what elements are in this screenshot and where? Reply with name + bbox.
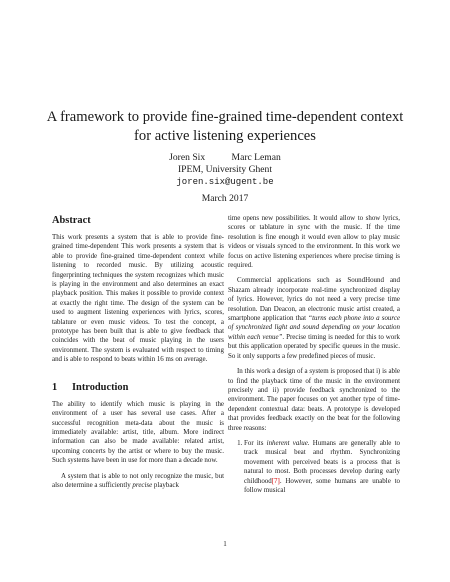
right-column: [228, 214, 400, 495]
author-name: Joren Six: [169, 152, 206, 163]
author-email: joren.six@ugent.be: [176, 177, 274, 187]
list-item: [244, 439, 400, 495]
text-run: A system that is able to not only recognize the music, but also determine a sufficiently: [52, 471, 224, 489]
emphasis-run: inherent value: [266, 438, 308, 447]
body-paragraph-3: In this work a design of a system is proposed that i) is able to find the playback time of the music in the environment precisely and ii) provide feedback synchronized to the environment. The paper focuses on yet another type of time-dependent contextual data: beats. A prototype is developed that provides feedback exactly on the beat for the following three reasons:: [228, 367, 400, 432]
reasons-list: [228, 439, 400, 495]
author-names: [0, 152, 450, 164]
abstract-text: This work presents a system that is able to provide fine-grained time-dependent This work presents a system that is able to provide fine-grained time-dependent context while listening to recorded music. By utilizing acoustic fingerprinting techniques the system recognizes which music is playing in the environment and also determines an exact playback position. This makes it possible to provide context at exactly the right time. The design of the system can be used to augment listening experiences with lyrics, scores, tablature or even music videos. To test the concept, a prototype has been built that is able to give feedback that coincides with the beat of music playing in the users environment. The system is evaluated with respect to timing and is able to respond to beats within 16 ms on average.: [52, 233, 224, 364]
author-affiliation: IPEM, University Ghent: [177, 164, 273, 175]
text-run: . Humans are generally able to track musical beat and rhythm. Synchronizing movement with perceived beats is a process that is natural to most. Both processes develop during early childhood: [244, 438, 400, 485]
citation-text[interactable]: [7]: [271, 476, 280, 485]
emphasis-run: precise: [132, 480, 153, 489]
intro-paragraph-2: [52, 472, 224, 491]
intro-heading: [52, 381, 224, 394]
abstract-heading: Abstract: [52, 215, 91, 226]
page-number: 1: [223, 540, 227, 548]
text-run: playback: [152, 480, 179, 489]
quote-run: “turns each phone into a source of synchronized light and sound depending on your location within each venue”: [228, 314, 401, 341]
body-paragraph-1: time opens new possibilities. It would allow to show lyrics, scores or tablature in sync with the music. If the time resolution is fine enough it would even allow to play music videos or visuals synced to the environment. In this work we focus on active listening experiences where precise timing is required.: [228, 214, 400, 270]
author-block: [0, 152, 450, 188]
paper-title: A framework to provide fine-grained time-dependent context for active listening experiences: [46, 109, 404, 144]
text-run: For its: [244, 438, 267, 447]
paper-date: March 2017: [201, 193, 249, 204]
body-paragraph-2: [228, 276, 400, 361]
text-run: Commercial applications such as SoundHound and Shazam already incorporate real-time synchronized display of lyrics. However, lyrics do not need a very precise time resolution. Dan Deacon, an electronic music artist created, a smartphone application that: [228, 276, 400, 323]
text-run: . Precise timing is needed for this to work but this application operated by specific queues in the music. So it only supports a few predefined pieces of music.: [228, 332, 401, 360]
section-title: Introduction: [72, 381, 129, 393]
intro-paragraph-1: The ability to identify which music is playing in the environment of a user has several use cases. After a successful recognition meta-data about the music is immediately available: artist, title, album. More indirect information can also be made available: related artist, upcoming concerts by the artist or where to buy the music. Such systems have been in use for more than a decade now.: [52, 399, 224, 465]
left-column: [52, 214, 224, 496]
citation-link[interactable]: [272, 477, 280, 485]
section-number: 1: [52, 381, 58, 393]
text-run: . However, some humans are unable to follow musical: [244, 476, 400, 494]
author-name: Marc Leman: [231, 152, 281, 163]
